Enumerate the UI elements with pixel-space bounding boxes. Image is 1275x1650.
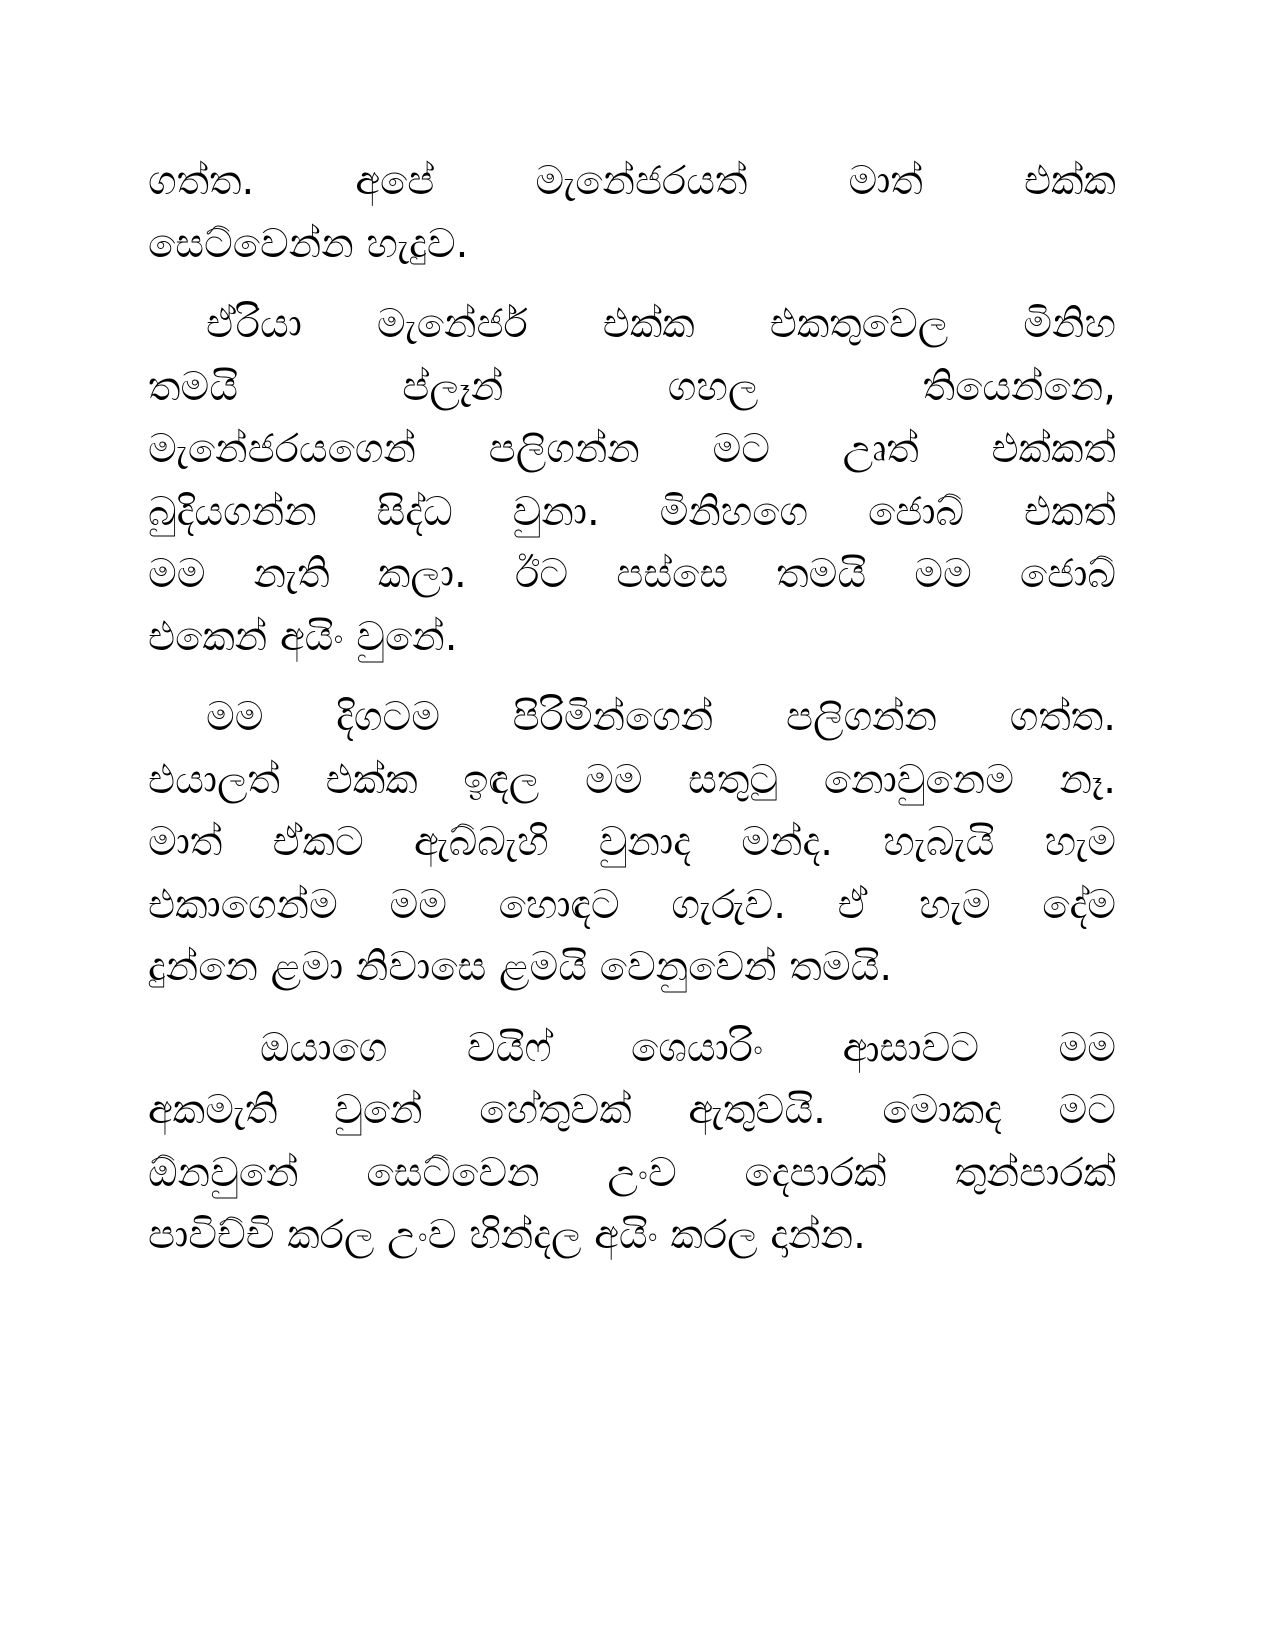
text-line: බුදියගන්න සිද්ධ වුනා. මිනිහගෙ ජොබ් එකත්: [148, 488, 1116, 535]
text-line: එකෙන් අයිං වුනේ.: [148, 613, 458, 660]
text-line: එකාගෙන්ම මම හොඳට ගැරුව. ඒ හැම දේම: [148, 881, 1116, 928]
text-line: මම දිගටම පිරිමින්ගෙන් පලිගන්න ගත්ත.: [206, 694, 1116, 740]
text-line: ඒරියා මැනේජර් එක්ක එකතුවෙල මිනිහ: [206, 301, 1116, 347]
text-line: දුන්නෙ ළමා නිවාසෙ ළමයි වෙනුවෙන් තමයි.: [148, 944, 893, 990]
paragraph-4: [148, 1017, 1116, 1267]
text-line: ඔයාගෙ වයිෆ් ශෙයාරිං ආසාවට මම: [260, 1024, 1116, 1071]
text-line: ගත්ත. අපේ මැනේජරයත් මාත් එක්ක: [148, 158, 1116, 204]
text-line: එයාලත් එක්ක ඉඳල මම සතුටු නොවුනෙම නෑ.: [148, 756, 1116, 803]
text-line: මාත් ඒකට ඇබ්බැහි වුනාද මන්ද. හැබැයි හැම: [148, 819, 1116, 865]
text-line: මැනේජරයගෙන් පලිගන්න මට උෘත් එක්කත්: [148, 426, 1116, 472]
paragraph-3: [148, 686, 1116, 999]
text-line: පාවිච්චි කරල උංව හින්දල අයිං කරල දාන්න.: [148, 1212, 866, 1258]
paragraph-2: [148, 293, 1116, 668]
text-line: ඕනවුනේ සෙට්වෙන උංව දෙපාරක් තුන්පාරක්: [148, 1149, 1116, 1196]
text-line: සෙට්වෙන්න හැදුව.: [148, 220, 469, 267]
paragraph-1: [148, 150, 1116, 275]
text-line: මම නැති කලා. ඊට පස්සෙ තමයි මම ජොබ්: [148, 551, 1116, 597]
text-line: තමයි ප්ලෑන් ගහල තියෙන්නෙ,: [148, 363, 1116, 410]
body-text: [148, 150, 1116, 1285]
text-line: අකමැති වුනේ හේතුවක් ඇතුවයි. මොකද මට: [148, 1087, 1116, 1133]
